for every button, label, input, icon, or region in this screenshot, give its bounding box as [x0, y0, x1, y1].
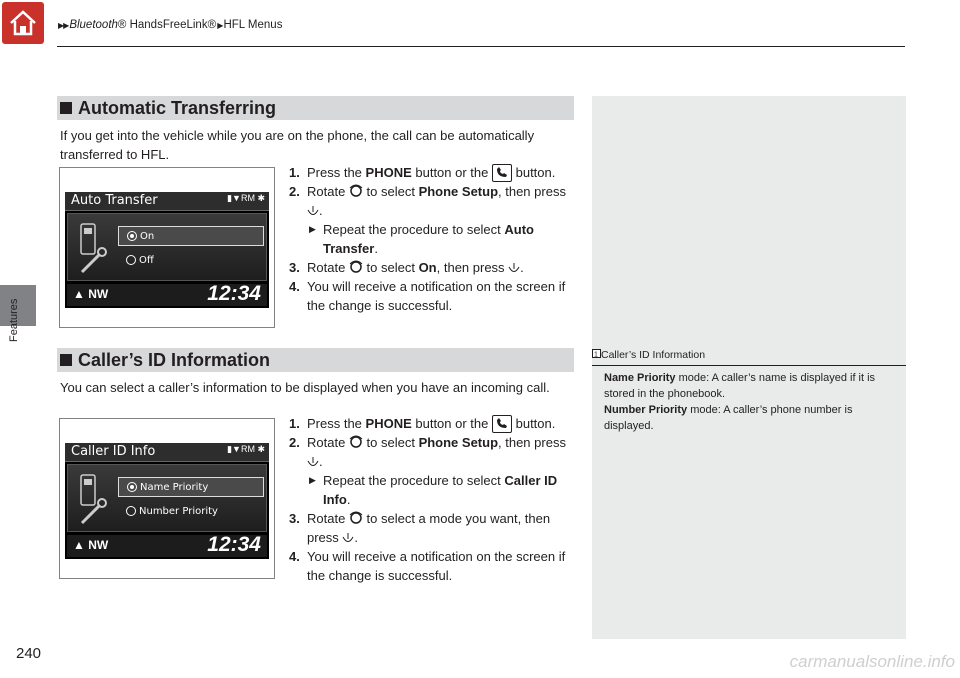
signal-status-icon: ▮▼RM ✱: [227, 193, 265, 203]
rotate-knob-icon: [349, 511, 363, 525]
header-rule: [57, 46, 905, 47]
steps-caller-id: 1. Press the PHONE button or the button. 2. Rotate to select Phone Setup, then press . ▶ Repeat the procedure to select Caller ID Info. 3. Rotate to select a mode you want, then press . 4. You will receive a notification on the screen if the change is successful.: [289, 416, 566, 583]
chapter-label: Features: [8, 299, 20, 343]
press-knob-icon: [307, 205, 319, 217]
signal-status-icon: ▮▼RM ✱: [227, 444, 265, 454]
note-heading-text: Caller’s ID Information: [601, 349, 706, 361]
rotate-knob-icon: [349, 260, 363, 274]
section-heading-caller-id: [57, 348, 574, 372]
note-number-priority-text: mode: A caller’s phone number is displayed.: [604, 404, 853, 432]
section-title: Caller’s ID Information: [78, 349, 271, 370]
phone-button-icon: [492, 415, 512, 433]
breadcrumb-handsfreelink[interactable]: ® HandsFreeLink®: [117, 19, 217, 31]
press-knob-icon: [508, 262, 520, 274]
note-name-priority-label: Name Priority: [604, 372, 676, 384]
section-heading-auto-transfer: [57, 96, 574, 120]
phone-button-icon: [492, 164, 512, 182]
section-title: Automatic Transferring: [78, 97, 277, 118]
radio-empty-icon: [126, 255, 136, 265]
press-knob-icon: [307, 456, 319, 468]
radio-selected-icon: [127, 482, 137, 492]
option-number-priority[interactable]: Number Priority: [118, 501, 264, 521]
svg-text:1: 1: [594, 351, 598, 358]
steps-auto-transfer: 1. Press the PHONE button or the button. 2. Rotate to select Phone Setup, then press . ▶ Repeat the procedure to select Auto Transfer. 3. Rotate to select On, then press . 4. You will receive a notification on the screen if the change is successful.: [289, 165, 566, 313]
home-icon[interactable]: [2, 2, 44, 44]
option-off[interactable]: Off: [118, 250, 264, 270]
breadcrumb-hfl-menus[interactable]: HFL Menus: [223, 19, 283, 31]
display-screenshot: [59, 418, 275, 579]
section-intro: You can select a caller’s information to be displayed when you have an incoming call.: [60, 380, 550, 395]
radio-empty-icon: [126, 506, 136, 516]
clock: 12:34: [207, 533, 261, 556]
section-square-icon: [60, 354, 72, 366]
radio-selected-icon: [127, 231, 137, 241]
note-number-priority-label: Number Priority: [604, 404, 688, 416]
rotate-knob-icon: [349, 435, 363, 449]
section-square-icon: [60, 102, 72, 114]
breadcrumb: ▶▶Bluetooth® HandsFreeLink® ▶HFL Menus: [58, 19, 283, 31]
compass-heading: ▲ NW: [73, 538, 109, 552]
display-screenshot: [59, 167, 275, 328]
note-name-priority-text: mode: A caller’s name is displayed if it is stored in the phonebook.: [604, 372, 876, 400]
press-knob-icon: [342, 532, 354, 544]
clock: 12:34: [207, 282, 261, 305]
phone-wrench-icon: [78, 473, 108, 527]
option-on[interactable]: On: [118, 226, 264, 246]
note-heading: [592, 349, 705, 361]
note-icon: [592, 349, 601, 358]
compass-heading: ▲ NW: [73, 287, 109, 301]
breadcrumb-bluetooth[interactable]: Bluetooth: [69, 19, 118, 31]
section-intro: If you get into the vehicle while you are on the phone, the call can be automatically transferred to HFL.: [60, 128, 535, 162]
screen-title: Caller ID Info: [71, 444, 156, 459]
notes-panel: [592, 96, 906, 639]
page-number: 240: [16, 645, 42, 662]
note-body: [604, 370, 894, 434]
note-rule: [592, 365, 906, 366]
screen-title: Auto Transfer: [71, 193, 158, 208]
rotate-knob-icon: [349, 184, 363, 198]
watermark: carmanualsonline.info: [789, 652, 955, 671]
option-name-priority[interactable]: Name Priority: [118, 477, 264, 497]
phone-wrench-icon: [78, 222, 108, 276]
